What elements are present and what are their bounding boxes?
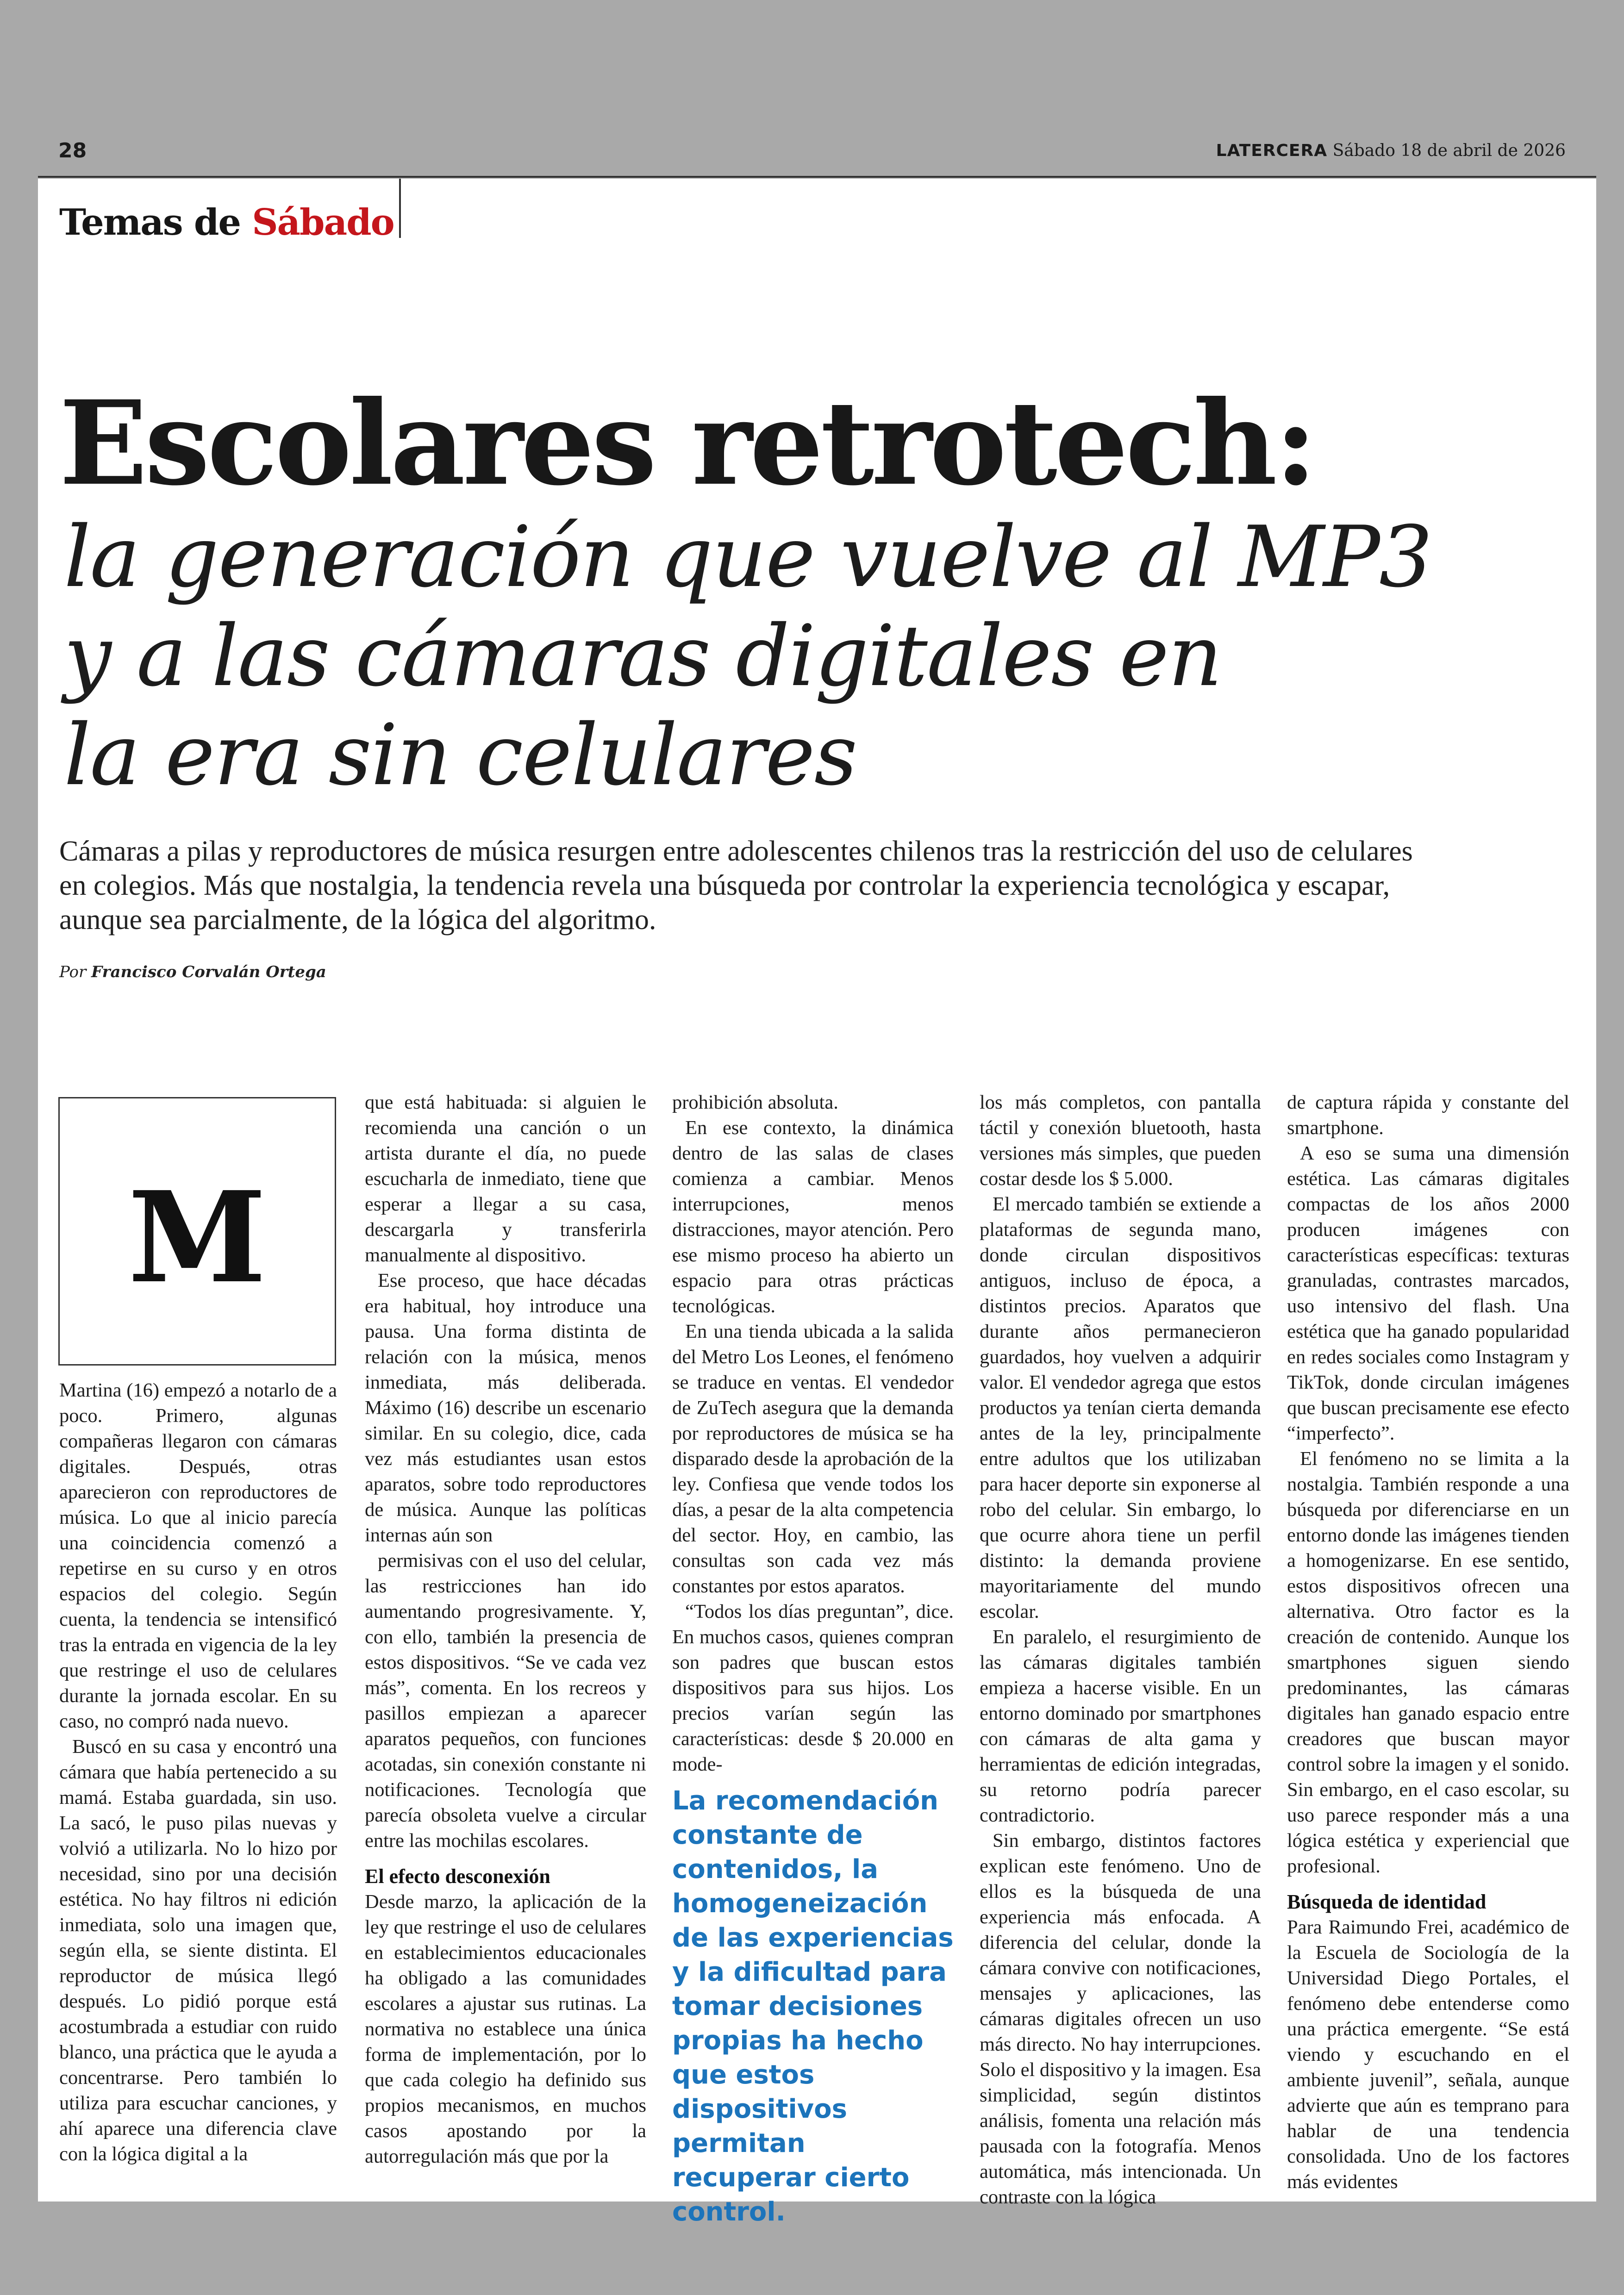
- subhead-line: la era sin celulares: [64, 706, 857, 804]
- paragraph: El fenómeno no se limita a la nostalgia. También responde a una búsqueda por diferenciarse en un entorno donde las imágenes tienden a homogenizarse. En ese sentido, estos dispositivos ofrecen una alternativa. Otro factor es la creación de contenido. Aunque los smartphones siguen siendo predominantes, las cámaras digitales han ganado espacio entre creadores que buscan mayor control sobre la imagen y el sonido. Sin embargo, en el caso escolar, su uso parece responder más a una lógica estética y experiencial que profesional.: [1287, 1448, 1569, 1877]
- paragraph: los más completos, con pantalla táctil y conexión bluetooth, hasta versiones más simples, que pueden costar desde los $ 5.000.: [980, 1091, 1261, 1190]
- subheading: El efecto desconexión: [365, 1865, 550, 1888]
- subhead-line: la generación que vuelve al MP3: [64, 508, 1432, 606]
- section-label-b: Sábado: [252, 201, 394, 243]
- subheadline: [64, 507, 1564, 804]
- page-number: 28: [58, 139, 87, 162]
- section-label: [59, 197, 394, 248]
- drop-cap: M: [128, 1164, 267, 1311]
- article-column-4: [980, 1090, 1261, 2208]
- paragraph: A eso se suma una dimensión estética. Las cámaras digitales compactas de los años 2000 producen imágenes con características específicas: texturas granuladas, contrastes marcados, uso intensivo del flash. Una estética que ha ganado popularidad en redes sociales como Instagram y TikTok, donde circulan imágenes que buscan precisamente ese efecto “imperfecto”.: [1287, 1142, 1569, 1444]
- article-column-3: [672, 1090, 954, 1775]
- issue-date: Sábado 18 de abril de 2026: [1332, 141, 1566, 160]
- paragraph: Desde marzo, la aplicación de la ley que restringe el uso de celulares en establecimientos educacionales ha obligado a las comunidades escolares a ajustar sus rutinas. La normativa no establece una única forma de implementación, por lo que cada colegio ha definido sus propios mecanismos, en muchos casos apostando por la autorregulación más que por la: [365, 1891, 646, 2167]
- paragraph: En ese contexto, la dinámica dentro de las salas de clases comienza a cambiar. Menos interrupciones, menos distracciones, mayor atención. Pero ese mismo proceso ha abierto un espacio para otras prácticas tecnológicas.: [672, 1117, 954, 1317]
- article-page: [38, 179, 1596, 2227]
- drop-cap-box: [58, 1097, 336, 1366]
- paragraph: permisivas con el uso del celular, las restricciones han ido aumentando progresivamente. Y, con ello, también la presencia de estos dispositivos. “Se ve cada vez más”, comenta. En los recreos y pasillos empiezan a aparecer aparatos pequeños, con funciones acotadas, sin conexión constante ni notificaciones. Tecnología que parecía obsoleta vuelve a circular entre las mochilas escolares.: [365, 1550, 646, 1852]
- article-column-1: [59, 1378, 337, 2183]
- paragraph: de captura rápida y constante del smartphone.: [1287, 1091, 1569, 1139]
- pull-quote: La recomendación constante de contenidos, la homogeneización de las experiencias y la dificultad para tomar decisiones propias ha hecho que estos dispositivos permitan recuperar cierto control.: [672, 1786, 954, 2227]
- article-column-2: [365, 1090, 646, 2191]
- header-rule: [38, 176, 1596, 178]
- masthead-date: [1216, 138, 1566, 164]
- paragraph: que está habituada: si alguien le recomienda una canción o un artista durante el día, no puede escucharla de inmediato, tiene que esperar a llegar a su casa, descargarla y transferirla manualmente al dispositivo.: [365, 1091, 646, 1266]
- brand-name: LATERCERA: [1216, 141, 1328, 160]
- subhead-line: y a las cámaras digitales en: [64, 607, 1222, 705]
- paragraph: prohibición absoluta.: [672, 1091, 838, 1113]
- byline-author: Francisco Corvalán Ortega: [91, 963, 326, 981]
- dek: Cámaras a pilas y reproductores de música resurgen entre adolescentes chilenos tras la restricción del uso de celulares en colegios. Más que nostalgia, la tendencia revela una búsqueda por controlar la experiencia tecnológica y escapar, aunque sea parcialmente, de la lógica del algoritmo.: [59, 836, 1413, 935]
- paragraph: En paralelo, el resurgimiento de las cámaras digitales también empieza a hacerse visible. En un entorno dominado por smartphones con cámaras de alta gama y herramientas de edición integradas, su retorno podría parecer contradictorio.: [980, 1626, 1261, 1826]
- paragraph: Para Raimundo Frei, académico de la Escuela de Sociología de la Universidad Diego Portales, el fenómeno debe entenderse como una práctica emergente. “Se está viendo y escuchando en el ambiente juvenil”, señala, aunque advierte que aún es temprano para hablar de una tendencia consolidada. Uno de los factores más evidentes: [1287, 1916, 1569, 2193]
- paragraph: Martina (16) empezó a notarlo de a poco. Primero, algunas compañeras llegaron con cámaras digitales. Después, otras aparecieron con reproductores de música. Lo que al inicio parecía una coincidencia comenzó a repetirse en su curso y en otros espacios del colegio. Según cuenta, la tendencia se intensificó tras la entrada en vigencia de la ley que restringe el uso de celulares durante la jornada escolar. En su caso, no compró nada nuevo.: [59, 1379, 337, 1732]
- section-divider: [399, 179, 401, 238]
- paragraph: Ese proceso, que hace décadas era habitual, hoy introduce una pausa. Una forma distinta de relación con la música, menos inmediata, más deliberada. Máximo (16) describe un escenario similar. En su colegio, dice, cada vez más estudiantes usan estos aparatos, sobre todo reproductores de música. Aunque las políticas internas aún son: [365, 1270, 646, 1546]
- headline: Escolares retrotech:: [59, 375, 1315, 511]
- subheading: Búsqueda de identidad: [1287, 1890, 1487, 1913]
- paragraph: “Todos los días preguntan”, dice. En muchos casos, quienes compran son padres que buscan estos dispositivos para sus hijos. Los precios varían según las características: desde $ 20.000 en mode-: [672, 1601, 954, 1775]
- article-column-5: [1287, 1090, 1569, 2191]
- byline-prefix: Por: [59, 963, 92, 981]
- section-label-a: Temas de: [59, 201, 252, 243]
- paragraph: En una tienda ubicada a la salida del Metro Los Leones, el fenómeno se traduce en ventas. El vendedor de ZuTech asegura que la demanda por reproductores de música se ha disparado desde la aprobación de la ley. Confiesa que vende todos los días, a pesar de la alta competencia del sector. Hoy, en cambio, las consultas son cada vez más constantes por estos aparatos.: [672, 1321, 954, 1597]
- paragraph: Sin embargo, distintos factores explican este fenómeno. Uno de ellos es la búsqueda de una experiencia más enfocada. A diferencia del celular, donde la cámara convive con notificaciones, mensajes y aplicaciones, las cámaras digitales ofrecen un uso más directo. No hay interrupciones. Solo el dispositivo y la imagen. Esa simplicidad, según distintos análisis, fomenta una relación más pausada con la fotografía. Menos automática, más intencionada. Un contraste con la lógica: [980, 1830, 1261, 2208]
- paragraph: El mercado también se extiende a plataformas de segunda mano, donde circulan dispositivos antiguos, incluso de época, a distintos precios. Aparatos que durante años permanecieron guardados, hoy vuelven a adquirir valor. El vendedor agrega que estos productos ya tenían cierta demanda antes de la ley, principalmente entre adultos que los utilizaban para hacer deporte sin exponerse al robo del celular. Sin embargo, lo que ocurre ahora tiene un perfil distinto: la demanda proviene mayoritariamente del mundo escolar.: [980, 1193, 1261, 1622]
- paragraph: Buscó en su casa y encontró una cámara que había pertenecido a su mamá. Estaba guardada, sin uso. La sacó, le puso pilas nuevas y volvió a utilizarla. No lo hizo por necesidad, sino por una decisión estética. No hay filtros ni edición inmediata, solo una imagen que, según ella, se siente distinta. El reproductor de música llegó después. Lo pidió porque está acostumbrada a estudiar con ruido blanco, una práctica que le ayuda a concentrarse. Pero también lo utiliza para escuchar canciones, y ahí aparece una diferencia clave con la lógica digital a la: [59, 1736, 337, 2165]
- byline: [59, 962, 326, 982]
